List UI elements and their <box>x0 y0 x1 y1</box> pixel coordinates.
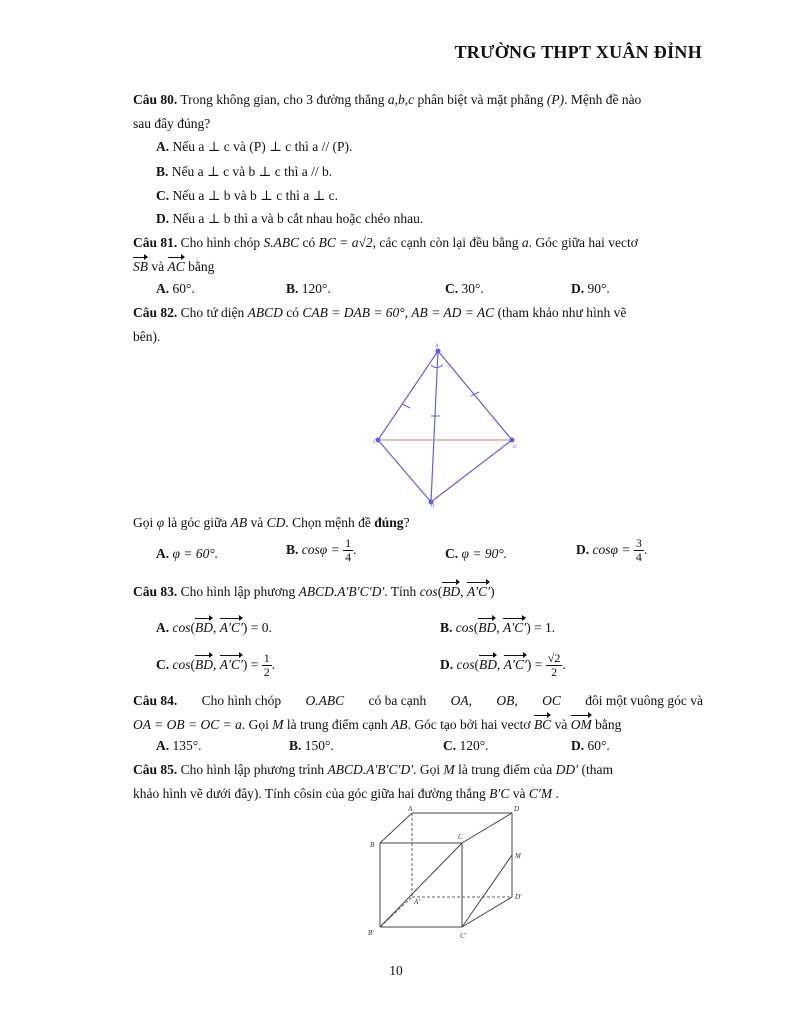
q81-vector-sb: SB <box>133 259 148 274</box>
q84-edge: OB, <box>496 693 518 708</box>
option-text: φ = 60°. <box>172 546 219 561</box>
option-rhs: = 0. <box>250 620 272 635</box>
label-b: B <box>431 504 435 508</box>
option-vector: A′C′ <box>503 620 527 635</box>
option-key: D. <box>571 738 585 753</box>
label-a: A <box>408 805 413 813</box>
edge-c1d1 <box>462 897 512 927</box>
q85-text: . Gọi <box>413 762 441 777</box>
option-key: D. <box>440 656 454 672</box>
numerator: 3 <box>635 536 642 550</box>
q82-text: . Chọn mệnh đề <box>285 515 371 530</box>
label-b1: B' <box>368 929 374 937</box>
q81-vector-ac: AC <box>167 259 185 274</box>
label-m: M <box>515 852 521 860</box>
fraction <box>634 537 644 564</box>
q84-edge: OC <box>542 693 561 708</box>
school-header: TRƯỜNG THPT XUÂN ĐỈNH <box>454 42 702 62</box>
option-key: A. <box>156 139 170 154</box>
q81-solid: S.ABC <box>263 235 300 250</box>
q82-option-c[interactable] <box>445 546 507 562</box>
q80-option-a[interactable] <box>156 139 352 155</box>
q84-text: . Góc tạo bởi hai vectơ <box>407 717 531 732</box>
label-d: D <box>513 445 517 450</box>
option-cos: cos <box>172 656 191 672</box>
q80-text: . Mệnh đề nào <box>564 92 642 107</box>
option-vector: BD <box>479 656 497 672</box>
cube-figure <box>362 805 540 945</box>
segment-c1m <box>462 855 512 927</box>
q80-plane: (P) <box>546 92 565 107</box>
option-text: 60°. <box>587 738 610 753</box>
option-text: 60°. <box>172 281 195 296</box>
q84-m: M <box>272 717 284 732</box>
option-key: C. <box>445 546 459 561</box>
q85-text: khảo hình vẽ dưới đây). Tính côsin của góc giữa hai đường thẳng <box>133 786 486 801</box>
q83-cos: cos <box>419 584 438 599</box>
label-a1: A' <box>414 898 420 906</box>
option-vector: BD <box>478 620 497 635</box>
q81-label: Câu 81. <box>133 235 178 250</box>
option-key: A. <box>156 620 170 635</box>
option-text: 90°. <box>587 281 610 296</box>
q80-line1 <box>133 92 641 108</box>
tick-mark <box>402 404 410 408</box>
q81-option-b[interactable] <box>286 281 331 297</box>
option-text: cosφ = <box>592 541 634 557</box>
label-d1: D' <box>515 893 522 901</box>
edge-ab <box>431 351 438 502</box>
q85-line1 <box>133 762 613 778</box>
q81-option-a[interactable] <box>156 281 195 297</box>
q82-prompt <box>133 515 410 531</box>
page-number: 10 <box>389 963 403 978</box>
q82-text: ? <box>403 515 410 530</box>
q82-line2: bên). <box>133 329 161 344</box>
q82-text: là góc giữa <box>167 515 228 530</box>
q83-solid: ABCD.A′B′C′D′ <box>298 584 385 599</box>
q84-text: có ba cạnh <box>368 693 427 708</box>
q81-condition: BC = a√2 <box>318 235 373 250</box>
tetrahedron-figure <box>370 343 520 508</box>
q84-text: bằng <box>595 717 622 732</box>
fraction <box>546 652 563 679</box>
option-vector: A′C′ <box>219 656 243 672</box>
numerator: 1 <box>345 536 352 550</box>
q81-text: bằng <box>188 259 215 274</box>
q81-text: có <box>302 235 316 250</box>
q84-line2 <box>133 717 621 733</box>
q85-text: là trung điểm của <box>458 762 553 777</box>
label-c: C <box>458 833 463 841</box>
q81-line1 <box>133 235 638 251</box>
label-c1: C' <box>460 932 467 940</box>
q84-option-a[interactable] <box>156 738 202 754</box>
q83-option-a[interactable]: A. cos(BD, A′C′) = 0. <box>156 620 272 635</box>
option-text: cosφ = <box>301 541 344 557</box>
option-text: 120°. <box>459 738 489 753</box>
q83-option-c[interactable]: C. cos(BD, A′C′) = $\frac{1}{2}$ . <box>156 651 276 680</box>
q82-solid: ABCD <box>247 305 283 320</box>
q83-line1: Câu 83. Cho hình lập phương ABCD.A′B′C′D′. Tính cos(BD, A′C′) <box>133 584 495 599</box>
q80-vars: a,b,c <box>387 92 415 107</box>
q83-option-b[interactable]: B. cos(BD, A′C′) = 1. <box>440 620 556 635</box>
q82-text: có <box>286 305 299 320</box>
q84-text: đôi một vuông góc và <box>585 693 703 708</box>
option-rhs: = <box>250 656 259 672</box>
numerator: √2 <box>547 651 561 665</box>
q80-label: Câu 80. <box>133 92 178 107</box>
edge-cd <box>462 813 512 843</box>
option-key: C. <box>445 281 459 296</box>
option-key: C. <box>156 188 170 203</box>
denominator: 2 <box>263 665 270 680</box>
q85-line-cm: C′M <box>528 786 553 801</box>
option-vector: BD <box>195 656 213 672</box>
edge-ac <box>378 351 438 440</box>
vertex-d <box>510 438 515 443</box>
q84-condition: OA = OB = OC = a <box>133 717 242 732</box>
option-text: Nếu a ⊥ b và b ⊥ c thì a ⊥ c. <box>172 188 339 203</box>
q81-text: , các cạnh còn lại đều bằng <box>372 235 519 250</box>
q84-option-c[interactable] <box>443 738 489 754</box>
q83-text: Cho hình lập phương <box>180 584 296 599</box>
q84-solid: O.ABC <box>305 693 345 708</box>
q85-and: và <box>512 786 526 801</box>
q84-text: Cho hình chóp <box>201 693 282 708</box>
q84-option-d[interactable] <box>571 738 610 754</box>
q84-and: và <box>554 717 568 732</box>
q80-text: phân biệt và mặt phẳng <box>417 92 544 107</box>
option-cos: cos <box>172 620 191 635</box>
q81-option-d[interactable] <box>571 281 610 297</box>
option-rhs: = 1. <box>534 620 556 635</box>
option-key: B. <box>440 620 453 635</box>
q82-text: (tham khảo như hình vẽ <box>497 305 627 320</box>
q82-option-b[interactable]: B. cosφ = $\frac{1}{4}$ . <box>286 536 357 565</box>
option-text: 135°. <box>172 738 202 753</box>
q85-solid: ABCD.A′B′C′D′ <box>327 762 414 777</box>
option-vector: A′C′ <box>219 620 243 635</box>
option-text: 30°. <box>461 281 484 296</box>
q82-and: và <box>250 515 264 530</box>
q82-line1 <box>133 305 626 321</box>
q84-vector-bc: BC <box>533 717 552 732</box>
option-cos: cos <box>456 656 475 672</box>
denominator: 4 <box>345 550 352 565</box>
q84-edge: OA, <box>450 693 472 708</box>
q82-label: Câu 82. <box>133 305 178 320</box>
edge-db <box>431 440 512 502</box>
option-text: 150°. <box>304 738 334 753</box>
q84-ab: AB <box>391 717 408 732</box>
fraction <box>262 652 272 679</box>
fraction <box>343 537 353 564</box>
q85-text: (tham <box>581 762 613 777</box>
q84-line1 <box>133 693 703 709</box>
q82-cd: CD <box>266 515 286 530</box>
q82-condition: , AB = AD = AC <box>404 305 495 320</box>
q81-a: a <box>521 235 529 250</box>
q80-option-d[interactable] <box>156 211 423 227</box>
option-text: Nếu a ⊥ b thì a và b cắt nhau hoặc chéo nhau. <box>172 211 424 226</box>
option-rhs: = <box>534 656 543 672</box>
q83-option-d[interactable]: D. cos(BD, A′C′) = $\frac{√2}{2}$ . <box>440 651 566 680</box>
q80-line2: sau đây đúng? <box>133 116 211 131</box>
option-key: C. <box>443 738 457 753</box>
q85-text: . <box>555 786 559 801</box>
q80-text: Trong không gian, cho 3 đường thẳng <box>180 92 385 107</box>
label-c: C <box>373 440 377 445</box>
q85-line-bc: B′C <box>489 786 510 801</box>
option-text: Nếu a ⊥ c và (P) ⊥ c thì a // (P). <box>172 139 353 154</box>
denominator: 2 <box>551 665 558 680</box>
q81-line2 <box>133 259 214 275</box>
segment-b1c <box>380 843 462 927</box>
option-text: φ = 90°. <box>461 546 508 561</box>
q83-label: Câu 83. <box>133 584 178 599</box>
q81-and: và <box>151 259 165 274</box>
q81-option-c[interactable] <box>445 281 484 297</box>
q83-vector-bd: BD <box>442 584 461 599</box>
option-key: D. <box>156 211 170 226</box>
q84-vector-om: OM <box>570 717 592 732</box>
option-key: D. <box>576 541 590 557</box>
q81-text: . Góc giữa hai vectơ <box>528 235 638 250</box>
q82-text: Gọi <box>133 515 154 530</box>
q80-option-b[interactable] <box>156 164 332 180</box>
q82-angles: CAB = DAB = 60° <box>302 305 405 320</box>
q81-text: Cho hình chóp <box>180 235 261 250</box>
option-text: 120°. <box>301 281 331 296</box>
q84-text: là trung điểm cạnh <box>286 717 388 732</box>
label-d: D <box>514 805 520 813</box>
edge-ad <box>438 351 512 440</box>
q83-vector-ac: A′C′ <box>466 584 491 599</box>
edge-ba <box>380 813 412 843</box>
q84-label: Câu 84. <box>133 693 178 708</box>
option-key: B. <box>289 738 302 753</box>
q82-bold-word: đúng <box>374 515 404 530</box>
option-key: B. <box>286 281 299 296</box>
option-key: B. <box>286 541 299 557</box>
q82-option-a[interactable] <box>156 546 218 562</box>
option-cos: cos <box>455 620 474 635</box>
q82-text: Cho tứ diện <box>180 305 245 320</box>
q85-label: Câu 85. <box>133 762 178 777</box>
label-a: A <box>435 344 439 349</box>
vertex-a <box>436 349 441 354</box>
edge-cb <box>378 440 431 502</box>
q80-option-c[interactable] <box>156 188 338 204</box>
q82-ab: AB <box>230 515 248 530</box>
option-key: C. <box>156 656 170 672</box>
option-key: D. <box>571 281 585 296</box>
option-key: A. <box>156 281 170 296</box>
denominator: 4 <box>635 550 642 565</box>
q84-text: . Gọi <box>241 717 269 732</box>
q85-line2 <box>133 786 559 802</box>
label-b: B <box>370 841 375 849</box>
q84-option-b[interactable] <box>289 738 334 754</box>
option-key: A. <box>156 738 170 753</box>
q83-text: . Tính <box>384 584 417 599</box>
option-key: B. <box>156 164 169 179</box>
q85-m: M <box>443 762 455 777</box>
option-vector: A′C′ <box>503 656 527 672</box>
q85-text: Cho hình lập phương trình <box>180 762 325 777</box>
option-text: Nếu a ⊥ c và b ⊥ c thì a // b. <box>171 164 333 179</box>
q82-option-d[interactable]: D. cosφ = $\frac{3}{4}$ . <box>576 536 648 565</box>
q82-phi: φ <box>156 515 165 530</box>
option-vector: BD <box>195 620 213 635</box>
option-key: A. <box>156 546 170 561</box>
q85-dd: DD′ <box>555 762 579 777</box>
numerator: 1 <box>263 651 270 665</box>
